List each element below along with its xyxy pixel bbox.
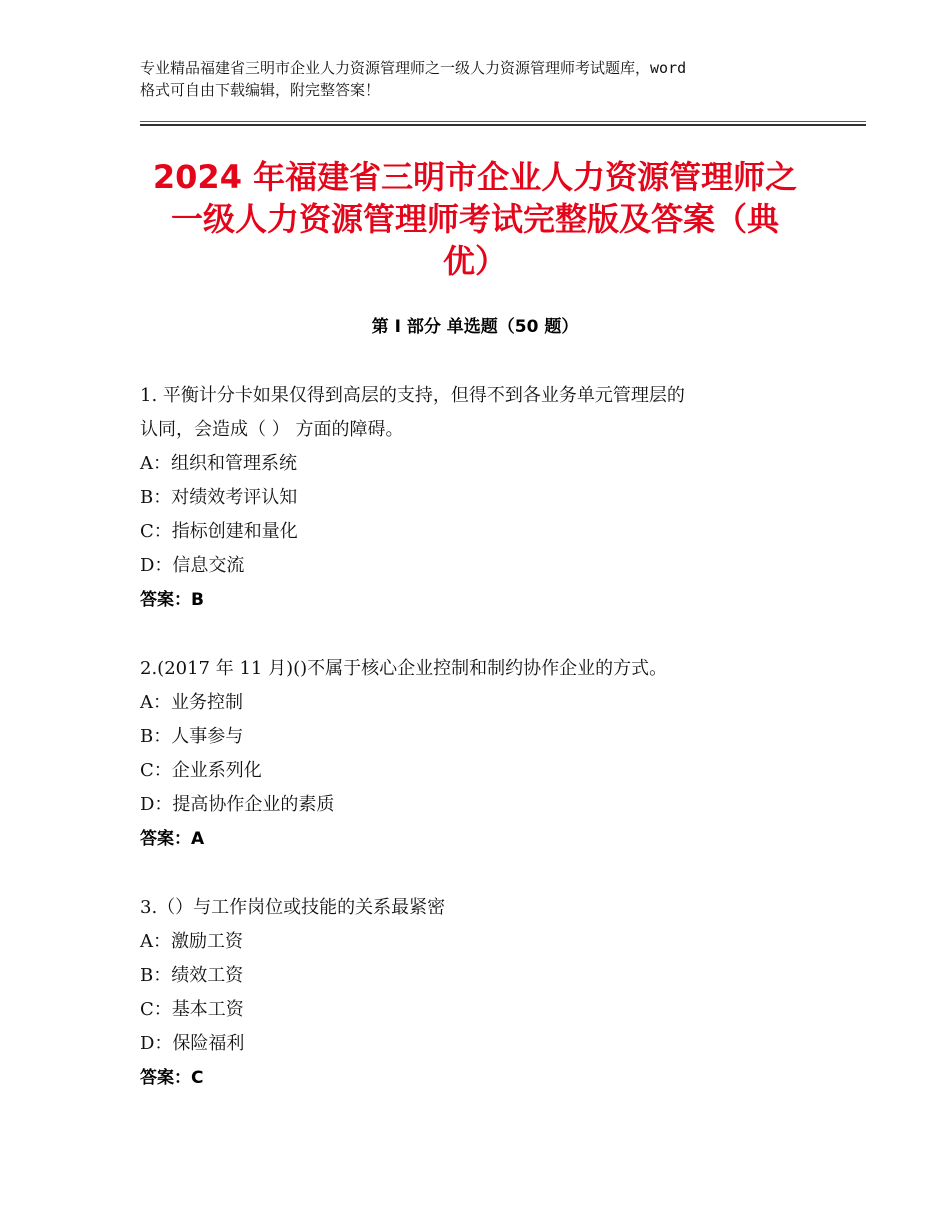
option-d: D：信息交流 [140,555,245,576]
option-b: B：人事参与 [140,726,244,747]
option-a: A：业务控制 [140,692,243,713]
question-1 [140,379,840,617]
header-divider [140,121,866,126]
question-stem: 1. 平衡计分卡如果仅得到高层的支持，但得不到各业务单元管理层的 [140,385,685,406]
option-c: C：指标创建和量化 [140,521,298,542]
section-heading: 第 I 部分 单选题（50 题） [371,317,579,337]
question-stem: 3.（）与工作岗位或技能的关系最紧密 [140,897,446,918]
answer-line: 答案：C [140,1068,204,1088]
question-stem-continued: 认同，会造成（ ） 方面的障碍。 [140,419,404,440]
document-title [130,156,820,282]
option-c: C：基本工资 [140,999,244,1020]
option-a: A：组织和管理系统 [140,453,297,474]
question-stem: 2.(2017 年 11 月)()不属于核心企业控制和制约协作企业的方式。 [140,658,668,679]
option-b: B：绩效工资 [140,965,244,986]
option-a: A：激励工资 [140,931,243,952]
question-3 [140,891,840,1095]
answer-line: 答案：A [140,829,205,849]
title-line-2: 一级人力资源管理师考试完整版及答案（典 [170,200,779,238]
divider-thick-line [140,124,866,126]
question-2 [140,652,840,856]
option-d: D：保险福利 [140,1033,245,1054]
option-d: D：提高协作企业的素质 [140,794,335,815]
option-c: C：企业系列化 [140,760,262,781]
header-note-line-1: 专业精品福建省三明市企业人力资源管理师之一级人力资源管理师考试题库，word [140,59,687,77]
header-note-line-2: 格式可自由下载编辑，附完整答案！ [140,81,381,99]
option-b: B：对绩效考评认知 [140,487,298,508]
header-note [140,57,830,101]
title-line-3: 优） [442,242,507,280]
title-line-1: 2024 年福建省三明市企业人力资源管理师之 [152,158,798,196]
answer-line: 答案：B [140,590,204,610]
divider-thin-line [140,121,866,122]
